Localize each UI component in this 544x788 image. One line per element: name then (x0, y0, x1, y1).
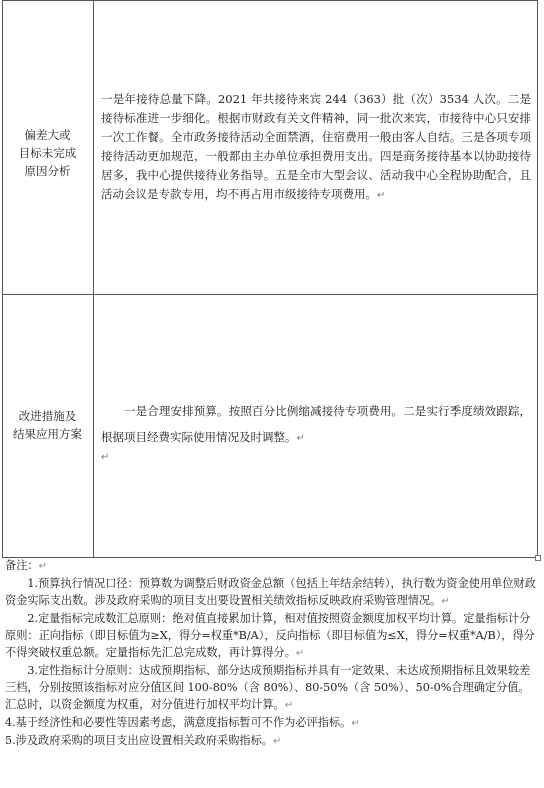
paragraph-mark-icon: ↵ (284, 700, 294, 711)
row-content-improvement-plan (101, 398, 531, 452)
paragraph-mark-icon: ↵ (296, 433, 305, 444)
table-row-divider (2, 294, 537, 295)
notes-section (5, 557, 537, 750)
note-item-text: 4.基于经济性和必要性等因素考虑，满意度指标暂可不作为必评指标。 (5, 716, 352, 729)
table-column-divider (93, 0, 94, 558)
note-item-text: 2.定量指标完成数汇总原则：绝对值直接累加计算，相对值按照资金额度加权平均计算。定量指标计分原则：正向指标（即目标值为≥X，得分=权重*B/A），反向指标（即目标值为≤X，得分=权重*A/B），得分不得突破权重总额。定量指标先汇总完成数，再计算得分。 (5, 612, 535, 659)
paragraph-mark-icon: ↵ (273, 736, 282, 747)
row-content-deviation-analysis (101, 90, 531, 205)
note-item-text: 5.涉及政府采购的项目支出应设置相关政府采购指标。 (5, 734, 273, 747)
paragraph-mark-icon: ↵ (351, 718, 360, 729)
note-item (5, 714, 537, 732)
empty-paragraph (101, 447, 121, 467)
paragraph-mark-icon: ↵ (295, 648, 305, 659)
table-right-border (537, 0, 538, 558)
note-item-text: 3.定性指标计分原则：达成预期指标、部分达成预期指标并具有一定效果、未达成预期指标且效果较差三档，分别按照该指标对应分值区间 100-80%（含 80%）、80-50%（含 50%）、50-0%合理确定分值。汇总时，以资金额度为权重，对分值进行加权平均计算。 (5, 664, 531, 711)
table-left-border (2, 0, 3, 558)
notes-heading (5, 557, 537, 575)
row-label-line: 偏差大或 (24, 128, 71, 142)
note-item (5, 732, 537, 750)
row-content-text: 一是年接待总量下降。2021 年共接待来宾 244（363）批（次）3534 人次。二是接待标准进一步细化。根据市财政有关文件精神，同一批次来宾，市接待中心只安排一次工作餐。全市政务接待活动全面禁酒，住宿费用一般由客人自结。三是各项专项接待活动更加规范，一般都由主办单位承担费用支出。四是商务接待基本以协助接待居多，我中心提供接待业务指导。五是全市大型会议、活动我中心全程协助配合，且活动会议是专款专用，均不再占用市级接待专项费用。 (101, 92, 531, 201)
note-item-text: 1.预算执行情况口径：预算数为调整后财政资金总额（包括上年结余结转），执行数为资金使用单位财政资金实际支出数。涉及政府采购的项目支出要设置相关绩效指标反映政府采购管理情况。 (5, 577, 536, 607)
row-label-line: 结果应用方案 (13, 427, 82, 441)
row-label-line: 原因分析 (24, 164, 71, 178)
paragraph-mark-icon: ↵ (441, 596, 450, 607)
row-label-deviation-analysis (4, 126, 91, 180)
paragraph-mark-icon: ↵ (377, 190, 386, 201)
table-top-border (2, 0, 537, 1)
row-content-text: 一是合理安排预算。按照百分比例缩减接待专项费用。二是实行季度绩效跟踪，根据项目经费实际使用情况及时调整。 (101, 404, 531, 444)
paragraph-mark-icon: ↵ (101, 452, 110, 463)
row-label-line: 目标未完成 (18, 146, 77, 160)
note-item (5, 610, 537, 662)
note-item (5, 575, 537, 610)
row-label-line: 改进措施及 (18, 409, 77, 423)
note-item (5, 662, 537, 714)
notes-heading-text: 备注： (5, 559, 39, 572)
row-label-improvement-plan (4, 407, 91, 443)
paragraph-mark-icon: ↵ (38, 561, 47, 572)
